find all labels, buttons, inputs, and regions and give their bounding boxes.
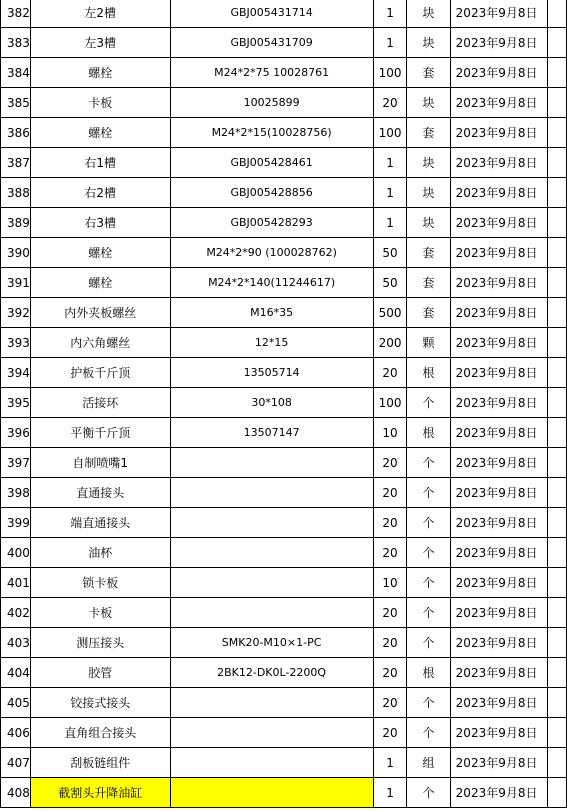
extra-cell[interactable]: [548, 208, 567, 238]
date-cell[interactable]: 2023年9月8日: [450, 148, 548, 178]
item-name-cell[interactable]: 螺栓: [30, 118, 170, 148]
unit-cell[interactable]: 套: [407, 58, 450, 88]
date-cell[interactable]: 2023年9月8日: [450, 718, 548, 748]
quantity-cell[interactable]: 100: [373, 388, 407, 418]
spec-cell[interactable]: GBJ005428293: [170, 208, 373, 238]
item-name-cell[interactable]: 左3槽: [30, 28, 170, 58]
unit-cell[interactable]: 个: [407, 448, 450, 478]
quantity-cell[interactable]: 200: [373, 328, 407, 358]
date-cell[interactable]: 2023年9月8日: [450, 0, 548, 28]
date-cell[interactable]: 2023年9月8日: [450, 748, 548, 778]
item-name-cell[interactable]: 卡板: [30, 598, 170, 628]
quantity-cell[interactable]: 100: [373, 58, 407, 88]
table-row: [1, 358, 567, 388]
row-number-cell[interactable]: 405: [1, 688, 31, 718]
row-number-cell[interactable]: 383: [1, 28, 31, 58]
quantity-cell[interactable]: 1: [373, 778, 407, 808]
item-name-cell[interactable]: 刮板链组件: [30, 748, 170, 778]
unit-cell[interactable]: 块: [407, 28, 450, 58]
extra-cell[interactable]: [548, 238, 567, 268]
date-cell[interactable]: 2023年9月8日: [450, 118, 548, 148]
extra-cell[interactable]: [548, 118, 567, 148]
quantity-cell[interactable]: 50: [373, 238, 407, 268]
row-number-cell[interactable]: 398: [1, 478, 31, 508]
spec-cell[interactable]: [170, 568, 373, 598]
extra-cell[interactable]: [548, 718, 567, 748]
item-name-cell[interactable]: 活接环: [30, 388, 170, 418]
date-cell[interactable]: 2023年9月8日: [450, 28, 548, 58]
row-number-cell[interactable]: 408: [1, 778, 31, 808]
table-row: [1, 568, 567, 598]
unit-cell[interactable]: 根: [407, 658, 450, 688]
table-row: [1, 0, 567, 28]
date-cell[interactable]: 2023年9月8日: [450, 88, 548, 118]
item-name-cell[interactable]: 左2槽: [30, 0, 170, 28]
unit-cell[interactable]: 个: [407, 688, 450, 718]
item-name-cell[interactable]: 平衡千斤顶: [30, 418, 170, 448]
row-number-cell[interactable]: 404: [1, 658, 31, 688]
table-row: [1, 658, 567, 688]
quantity-cell[interactable]: 1: [373, 208, 407, 238]
spec-cell[interactable]: 13505714: [170, 358, 373, 388]
quantity-cell[interactable]: 20: [373, 538, 407, 568]
quantity-cell[interactable]: 50: [373, 268, 407, 298]
item-name-cell[interactable]: 截割头升降油缸: [30, 778, 170, 808]
unit-cell[interactable]: 个: [407, 478, 450, 508]
extra-cell[interactable]: [548, 298, 567, 328]
extra-cell[interactable]: [548, 658, 567, 688]
spec-cell[interactable]: 30*108: [170, 388, 373, 418]
quantity-cell[interactable]: 20: [373, 628, 407, 658]
extra-cell[interactable]: [548, 508, 567, 538]
quantity-cell[interactable]: 20: [373, 598, 407, 628]
date-cell[interactable]: 2023年9月8日: [450, 688, 548, 718]
spec-cell[interactable]: [170, 688, 373, 718]
unit-cell[interactable]: 块: [407, 148, 450, 178]
row-number-cell[interactable]: 401: [1, 568, 31, 598]
spec-cell[interactable]: SMK20-M10×1-PC: [170, 628, 373, 658]
extra-cell[interactable]: [548, 268, 567, 298]
date-cell[interactable]: 2023年9月8日: [450, 568, 548, 598]
table-row: [1, 58, 567, 88]
quantity-cell[interactable]: 20: [373, 358, 407, 388]
extra-cell[interactable]: [548, 28, 567, 58]
quantity-cell[interactable]: 1: [373, 0, 407, 28]
table-row: [1, 718, 567, 748]
extra-cell[interactable]: [548, 448, 567, 478]
date-cell[interactable]: 2023年9月8日: [450, 448, 548, 478]
unit-cell[interactable]: 块: [407, 208, 450, 238]
unit-cell[interactable]: 套: [407, 298, 450, 328]
date-cell[interactable]: 2023年9月8日: [450, 508, 548, 538]
table-row: [1, 478, 567, 508]
date-cell[interactable]: 2023年9月8日: [450, 208, 548, 238]
item-name-cell[interactable]: 右3槽: [30, 208, 170, 238]
table-row: [1, 388, 567, 418]
row-number-cell[interactable]: 406: [1, 718, 31, 748]
quantity-cell[interactable]: 1: [373, 28, 407, 58]
unit-cell[interactable]: 组: [407, 748, 450, 778]
spec-cell[interactable]: M24*2*75 10028761: [170, 58, 373, 88]
item-name-cell[interactable]: 测压接头: [30, 628, 170, 658]
row-number-cell[interactable]: 400: [1, 538, 31, 568]
date-cell[interactable]: 2023年9月8日: [450, 58, 548, 88]
unit-cell[interactable]: 个: [407, 598, 450, 628]
quantity-cell[interactable]: 10: [373, 568, 407, 598]
date-cell[interactable]: 2023年9月8日: [450, 298, 548, 328]
table-row: [1, 118, 567, 148]
date-cell[interactable]: 2023年9月8日: [450, 658, 548, 688]
quantity-cell[interactable]: 1: [373, 178, 407, 208]
item-name-cell[interactable]: 右2槽: [30, 178, 170, 208]
table-row: [1, 208, 567, 238]
date-cell[interactable]: 2023年9月8日: [450, 358, 548, 388]
row-number-cell[interactable]: 387: [1, 148, 31, 178]
unit-cell[interactable]: 块: [407, 0, 450, 28]
row-number-cell[interactable]: 388: [1, 178, 31, 208]
quantity-cell[interactable]: 20: [373, 508, 407, 538]
extra-cell[interactable]: [548, 328, 567, 358]
unit-cell[interactable]: 个: [407, 628, 450, 658]
table-row: [1, 268, 567, 298]
quantity-cell[interactable]: 100: [373, 118, 407, 148]
extra-cell[interactable]: [548, 388, 567, 418]
row-number-cell[interactable]: 397: [1, 448, 31, 478]
unit-cell[interactable]: 块: [407, 88, 450, 118]
date-cell[interactable]: 2023年9月8日: [450, 628, 548, 658]
row-number-cell[interactable]: 385: [1, 88, 31, 118]
item-name-cell[interactable]: 锁卡板: [30, 568, 170, 598]
item-name-cell[interactable]: 螺栓: [30, 58, 170, 88]
quantity-cell[interactable]: 20: [373, 718, 407, 748]
item-name-cell[interactable]: 直角组合接头: [30, 718, 170, 748]
row-number-cell[interactable]: 403: [1, 628, 31, 658]
spec-cell[interactable]: M24*2*90 (100028762): [170, 238, 373, 268]
spec-cell[interactable]: GBJ005428461: [170, 148, 373, 178]
quantity-cell[interactable]: 10: [373, 418, 407, 448]
spec-cell[interactable]: [170, 778, 373, 808]
extra-cell[interactable]: [548, 358, 567, 388]
row-number-cell[interactable]: 394: [1, 358, 31, 388]
spec-cell[interactable]: [170, 508, 373, 538]
date-cell[interactable]: 2023年9月8日: [450, 268, 548, 298]
item-name-cell[interactable]: 右1槽: [30, 148, 170, 178]
item-name-cell[interactable]: 卡板: [30, 88, 170, 118]
extra-cell[interactable]: [548, 148, 567, 178]
spec-cell[interactable]: GBJ005431714: [170, 0, 373, 28]
item-name-cell[interactable]: 护板千斤顶: [30, 358, 170, 388]
table-row: [1, 538, 567, 568]
quantity-cell[interactable]: 20: [373, 688, 407, 718]
table-row: [1, 598, 567, 628]
table-row: [1, 28, 567, 58]
quantity-cell[interactable]: 20: [373, 658, 407, 688]
spec-cell[interactable]: M24*2*140(11244617): [170, 268, 373, 298]
unit-cell[interactable]: 块: [407, 178, 450, 208]
spec-cell[interactable]: 13507147: [170, 418, 373, 448]
quantity-cell[interactable]: 1: [373, 148, 407, 178]
row-number-cell[interactable]: 386: [1, 118, 31, 148]
spec-cell[interactable]: GBJ005428856: [170, 178, 373, 208]
row-number-cell[interactable]: 402: [1, 598, 31, 628]
extra-cell[interactable]: [548, 568, 567, 598]
date-cell[interactable]: 2023年9月8日: [450, 388, 548, 418]
quantity-cell[interactable]: 500: [373, 298, 407, 328]
quantity-cell[interactable]: 1: [373, 748, 407, 778]
spec-cell[interactable]: 12*15: [170, 328, 373, 358]
extra-cell[interactable]: [548, 418, 567, 448]
spec-cell[interactable]: [170, 448, 373, 478]
date-cell[interactable]: 2023年9月8日: [450, 478, 548, 508]
unit-cell[interactable]: 个: [407, 718, 450, 748]
quantity-cell[interactable]: 20: [373, 478, 407, 508]
spec-cell[interactable]: M16*35: [170, 298, 373, 328]
unit-cell[interactable]: 个: [407, 508, 450, 538]
table-body: [1, 0, 567, 808]
table-row: [1, 238, 567, 268]
table-row: [1, 298, 567, 328]
extra-cell[interactable]: [548, 628, 567, 658]
row-number-cell[interactable]: 393: [1, 328, 31, 358]
table-row: [1, 628, 567, 658]
row-number-cell[interactable]: 382: [1, 0, 31, 28]
quantity-cell[interactable]: 20: [373, 448, 407, 478]
row-number-cell[interactable]: 396: [1, 418, 31, 448]
row-number-cell[interactable]: 389: [1, 208, 31, 238]
unit-cell[interactable]: 套: [407, 238, 450, 268]
date-cell[interactable]: 2023年9月8日: [450, 328, 548, 358]
spec-cell[interactable]: 10025899: [170, 88, 373, 118]
extra-cell[interactable]: [548, 748, 567, 778]
unit-cell[interactable]: 个: [407, 388, 450, 418]
table-row: [1, 778, 567, 808]
table-row: [1, 748, 567, 778]
item-name-cell[interactable]: 铰接式接头: [30, 688, 170, 718]
extra-cell[interactable]: [548, 0, 567, 28]
row-number-cell[interactable]: 399: [1, 508, 31, 538]
table-row: [1, 328, 567, 358]
item-name-cell[interactable]: 内六角螺丝: [30, 328, 170, 358]
spec-cell[interactable]: [170, 538, 373, 568]
unit-cell[interactable]: 颗: [407, 328, 450, 358]
table-row: [1, 178, 567, 208]
unit-cell[interactable]: 个: [407, 568, 450, 598]
spec-cell[interactable]: M24*2*15(10028756): [170, 118, 373, 148]
extra-cell[interactable]: [548, 538, 567, 568]
item-name-cell[interactable]: 内外夹板螺丝: [30, 298, 170, 328]
row-number-cell[interactable]: 407: [1, 748, 31, 778]
unit-cell[interactable]: 套: [407, 268, 450, 298]
unit-cell[interactable]: 根: [407, 358, 450, 388]
date-cell[interactable]: 2023年9月8日: [450, 598, 548, 628]
item-name-cell[interactable]: 自制喷嘴1: [30, 448, 170, 478]
spec-cell[interactable]: [170, 718, 373, 748]
item-name-cell[interactable]: 螺栓: [30, 238, 170, 268]
extra-cell[interactable]: [548, 58, 567, 88]
item-name-cell[interactable]: 端直通接头: [30, 508, 170, 538]
spec-cell[interactable]: [170, 598, 373, 628]
unit-cell[interactable]: 根: [407, 418, 450, 448]
quantity-cell[interactable]: 20: [373, 88, 407, 118]
extra-cell[interactable]: [548, 88, 567, 118]
table-row: [1, 148, 567, 178]
spec-cell[interactable]: [170, 478, 373, 508]
spec-cell[interactable]: 2BK12-DK0L-2200Q: [170, 658, 373, 688]
unit-cell[interactable]: 套: [407, 118, 450, 148]
date-cell[interactable]: 2023年9月8日: [450, 538, 548, 568]
row-number-cell[interactable]: 390: [1, 238, 31, 268]
table-row: [1, 508, 567, 538]
table-row: [1, 688, 567, 718]
row-number-cell[interactable]: 384: [1, 58, 31, 88]
item-name-cell[interactable]: 胶管: [30, 658, 170, 688]
item-name-cell[interactable]: 油杯: [30, 538, 170, 568]
extra-cell[interactable]: [548, 688, 567, 718]
unit-cell[interactable]: 个: [407, 538, 450, 568]
table-row: [1, 418, 567, 448]
unit-cell[interactable]: 个: [407, 778, 450, 808]
date-cell[interactable]: 2023年9月8日: [450, 418, 548, 448]
row-number-cell[interactable]: 395: [1, 388, 31, 418]
row-number-cell[interactable]: 392: [1, 298, 31, 328]
date-cell[interactable]: 2023年9月8日: [450, 238, 548, 268]
date-cell[interactable]: 2023年9月8日: [450, 778, 548, 808]
date-cell[interactable]: 2023年9月8日: [450, 178, 548, 208]
spec-cell[interactable]: GBJ005431709: [170, 28, 373, 58]
table-row: [1, 448, 567, 478]
item-name-cell[interactable]: 直通接头: [30, 478, 170, 508]
extra-cell[interactable]: [548, 478, 567, 508]
item-name-cell[interactable]: 螺栓: [30, 268, 170, 298]
extra-cell[interactable]: [548, 598, 567, 628]
extra-cell[interactable]: [548, 778, 567, 808]
spec-cell[interactable]: [170, 748, 373, 778]
table-row: [1, 88, 567, 118]
row-number-cell[interactable]: 391: [1, 268, 31, 298]
extra-cell[interactable]: [548, 178, 567, 208]
